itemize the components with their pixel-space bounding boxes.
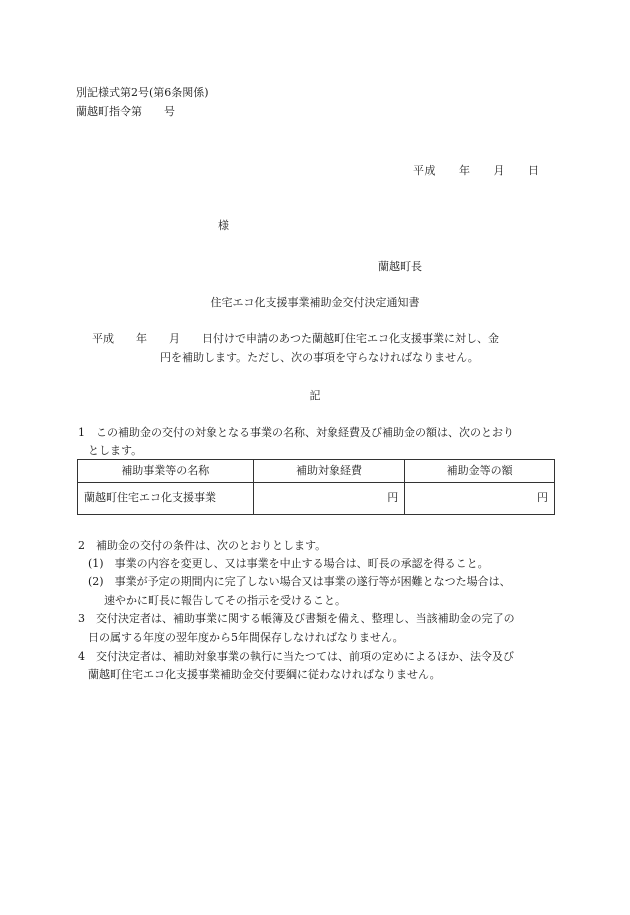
section-2-item-2-line-1: (2) 事業が予定の期間内に完了しない場合又は事業の遂行等が困難となつた場合は、 (88, 575, 511, 588)
section-4-line-1: 4 交付決定者は、補助対象事業の執行に当たつては、前項の定めによるほか、法令及び (78, 650, 514, 663)
ki-heading: 記 (309, 389, 321, 402)
section-1-line-1: 1 この補助金の交付の対象となる事業の名称、対象経費及び補助金の額は、次のとおり (78, 426, 514, 439)
reference-number: 蘭越町指令第 号 (76, 105, 175, 118)
section-3-line-1: 3 交付決定者は、補助事業に関する帳簿及び書類を備え、整理し、当該補助金の完了の (78, 612, 515, 625)
document-title: 住宅エコ化支援事業補助金交付決定通知書 (210, 296, 420, 309)
header-project-name: 補助事業等の名称 (78, 460, 254, 483)
table-header-row (78, 460, 555, 483)
section-1-line-2: とします。 (88, 444, 143, 457)
cell-subsidy-amount: 円 (405, 483, 555, 515)
intro-line-1: 平成 年 月 日付けで申請のあつた蘭越町住宅エコ化支援事業に対し、金 (92, 332, 499, 345)
sender: 蘭越町長 (378, 260, 422, 273)
section-4-line-2: 蘭越町住宅エコ化支援事業補助金交付要綱に従わなければなりません。 (88, 668, 441, 681)
table-row (78, 483, 555, 515)
header-eligible-cost: 補助対象経費 (253, 460, 405, 483)
section-2-item-1: (1) 事業の内容を変更し、又は事業を中止する場合は、町長の承認を得ること。 (88, 557, 489, 570)
subsidy-table (77, 459, 555, 515)
addressee: 様 (218, 219, 229, 232)
form-number: 別記様式第2号(第6条関係) (76, 86, 209, 99)
cell-project-name: 蘭越町住宅エコ化支援事業 (78, 483, 254, 515)
section-2-line: 2 補助金の交付の条件は、次のとおりとします。 (78, 539, 327, 552)
header-subsidy-amount: 補助金等の額 (405, 460, 555, 483)
issue-date: 平成 年 月 日 (413, 164, 540, 177)
section-3-line-2: 日の属する年度の翌年度から5年間保存しなければなりません。 (88, 631, 404, 644)
section-2-item-2-line-2: 速やかに町長に報告してその指示を受けること。 (104, 594, 346, 607)
intro-line-2: 円を補助します。ただし、次の事項を守らなければなりません。 (160, 351, 479, 364)
cell-eligible-cost: 円 (253, 483, 405, 515)
